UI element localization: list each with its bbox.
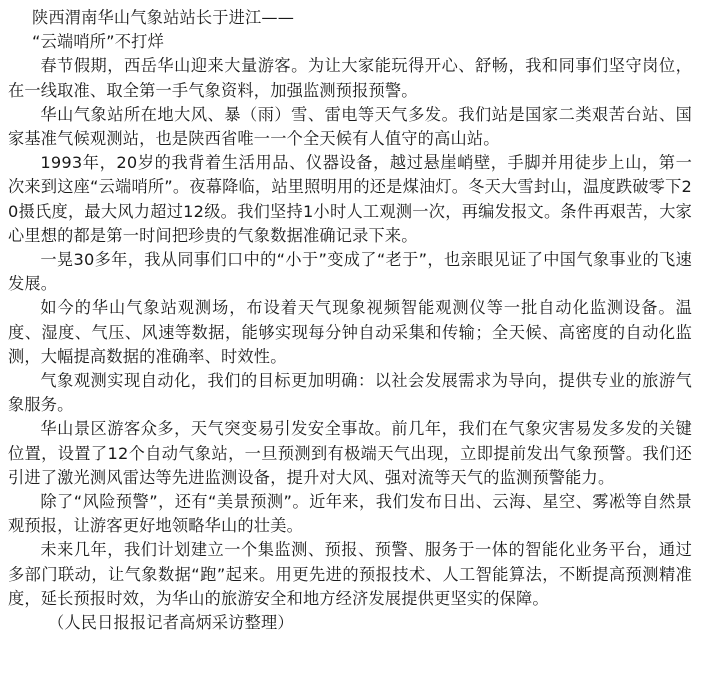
paragraph-2: 华山气象站所在地大风、暴（雨）雪、雷电等天气多发。我们站是国家二类艰苦台站、国家基准气候观测站，也是陕西省唯一一个全天候有人值守的高山站。 [8,104,692,149]
article-title-line-2: “云端哨所”不打烊 [32,32,164,52]
article-title-line-1: 陕西渭南华山气象站站长于进江—— [32,8,295,27]
paragraph-4: 一晃30多年，我从同事们口中的“小于”变成了“老于”，也亲眼见证了中国气象事业的飞速发展。 [8,250,692,294]
paragraph-8: 除了“风险预警”，还有“美景预测”。近年来，我们发布日出、云海、星空、雾凇等自然景观预报，让游客更好地领略华山的壮美。 [8,492,692,536]
paragraph-6: 气象观测实现自动化，我们的目标更加明确：以社会发展需求为导向，提供专业的旅游气象服务。 [8,371,692,415]
paragraph-3: 1993年，20岁的我背着生活用品、仪器设备，越过悬崖峭壁，手脚并用徒步上山，第一次来到这座“云端哨所”。夜幕降临，站里照明用的还是煤油灯。冬天大雪封山，温度跌破零下20摄氏度，最大风力超过12级。我们坚持1小时人工观测一次，再编发报文。条件再艰苦，大家心里想的都是第一时间把珍贵的气象数据准确记录下来。 [8,153,692,245]
paragraph-5: 如今的华山气象站观测场，布设着天气现象视频智能观测仪等一批自动化监测设备。温度、湿度、气压、风速等数据，能够实现每分钟自动采集和传输；全天候、高密度的自动化监测，大幅提高数据的准确率、时效性。 [8,298,692,366]
paragraph-7: 华山景区游客众多，天气突变易引发安全事故。前几年，我们在气象灾害易发多发的关键位置，设置了12个自动气象站，一旦预测到有极端天气出现，立即提前发出气象预警。我们还引进了激光测风雷达等先进监测设备，提升对大风、强对流等天气的监测预警能力。 [8,419,692,487]
paragraph-9: 未来几年，我们计划建立一个集监测、预报、预警、服务于一体的智能化业务平台，通过多部门联动，让气象数据“跑”起来。用更先进的预报技术、人工智能算法，不断提高预测精准度，延长预报时效，为华山的旅游安全和地方经济发展提供更坚实的保障。 [8,540,692,608]
paragraph-1: 春节假期，西岳华山迎来大量游客。为让大家能玩得开心、舒畅，我和同事们坚守岗位，在一线取准、取全第一手气象资料，加强监测预报预警。 [8,56,692,100]
byline: （人民日报报记者高炳采访整理） [48,613,294,633]
article [8,6,692,635]
